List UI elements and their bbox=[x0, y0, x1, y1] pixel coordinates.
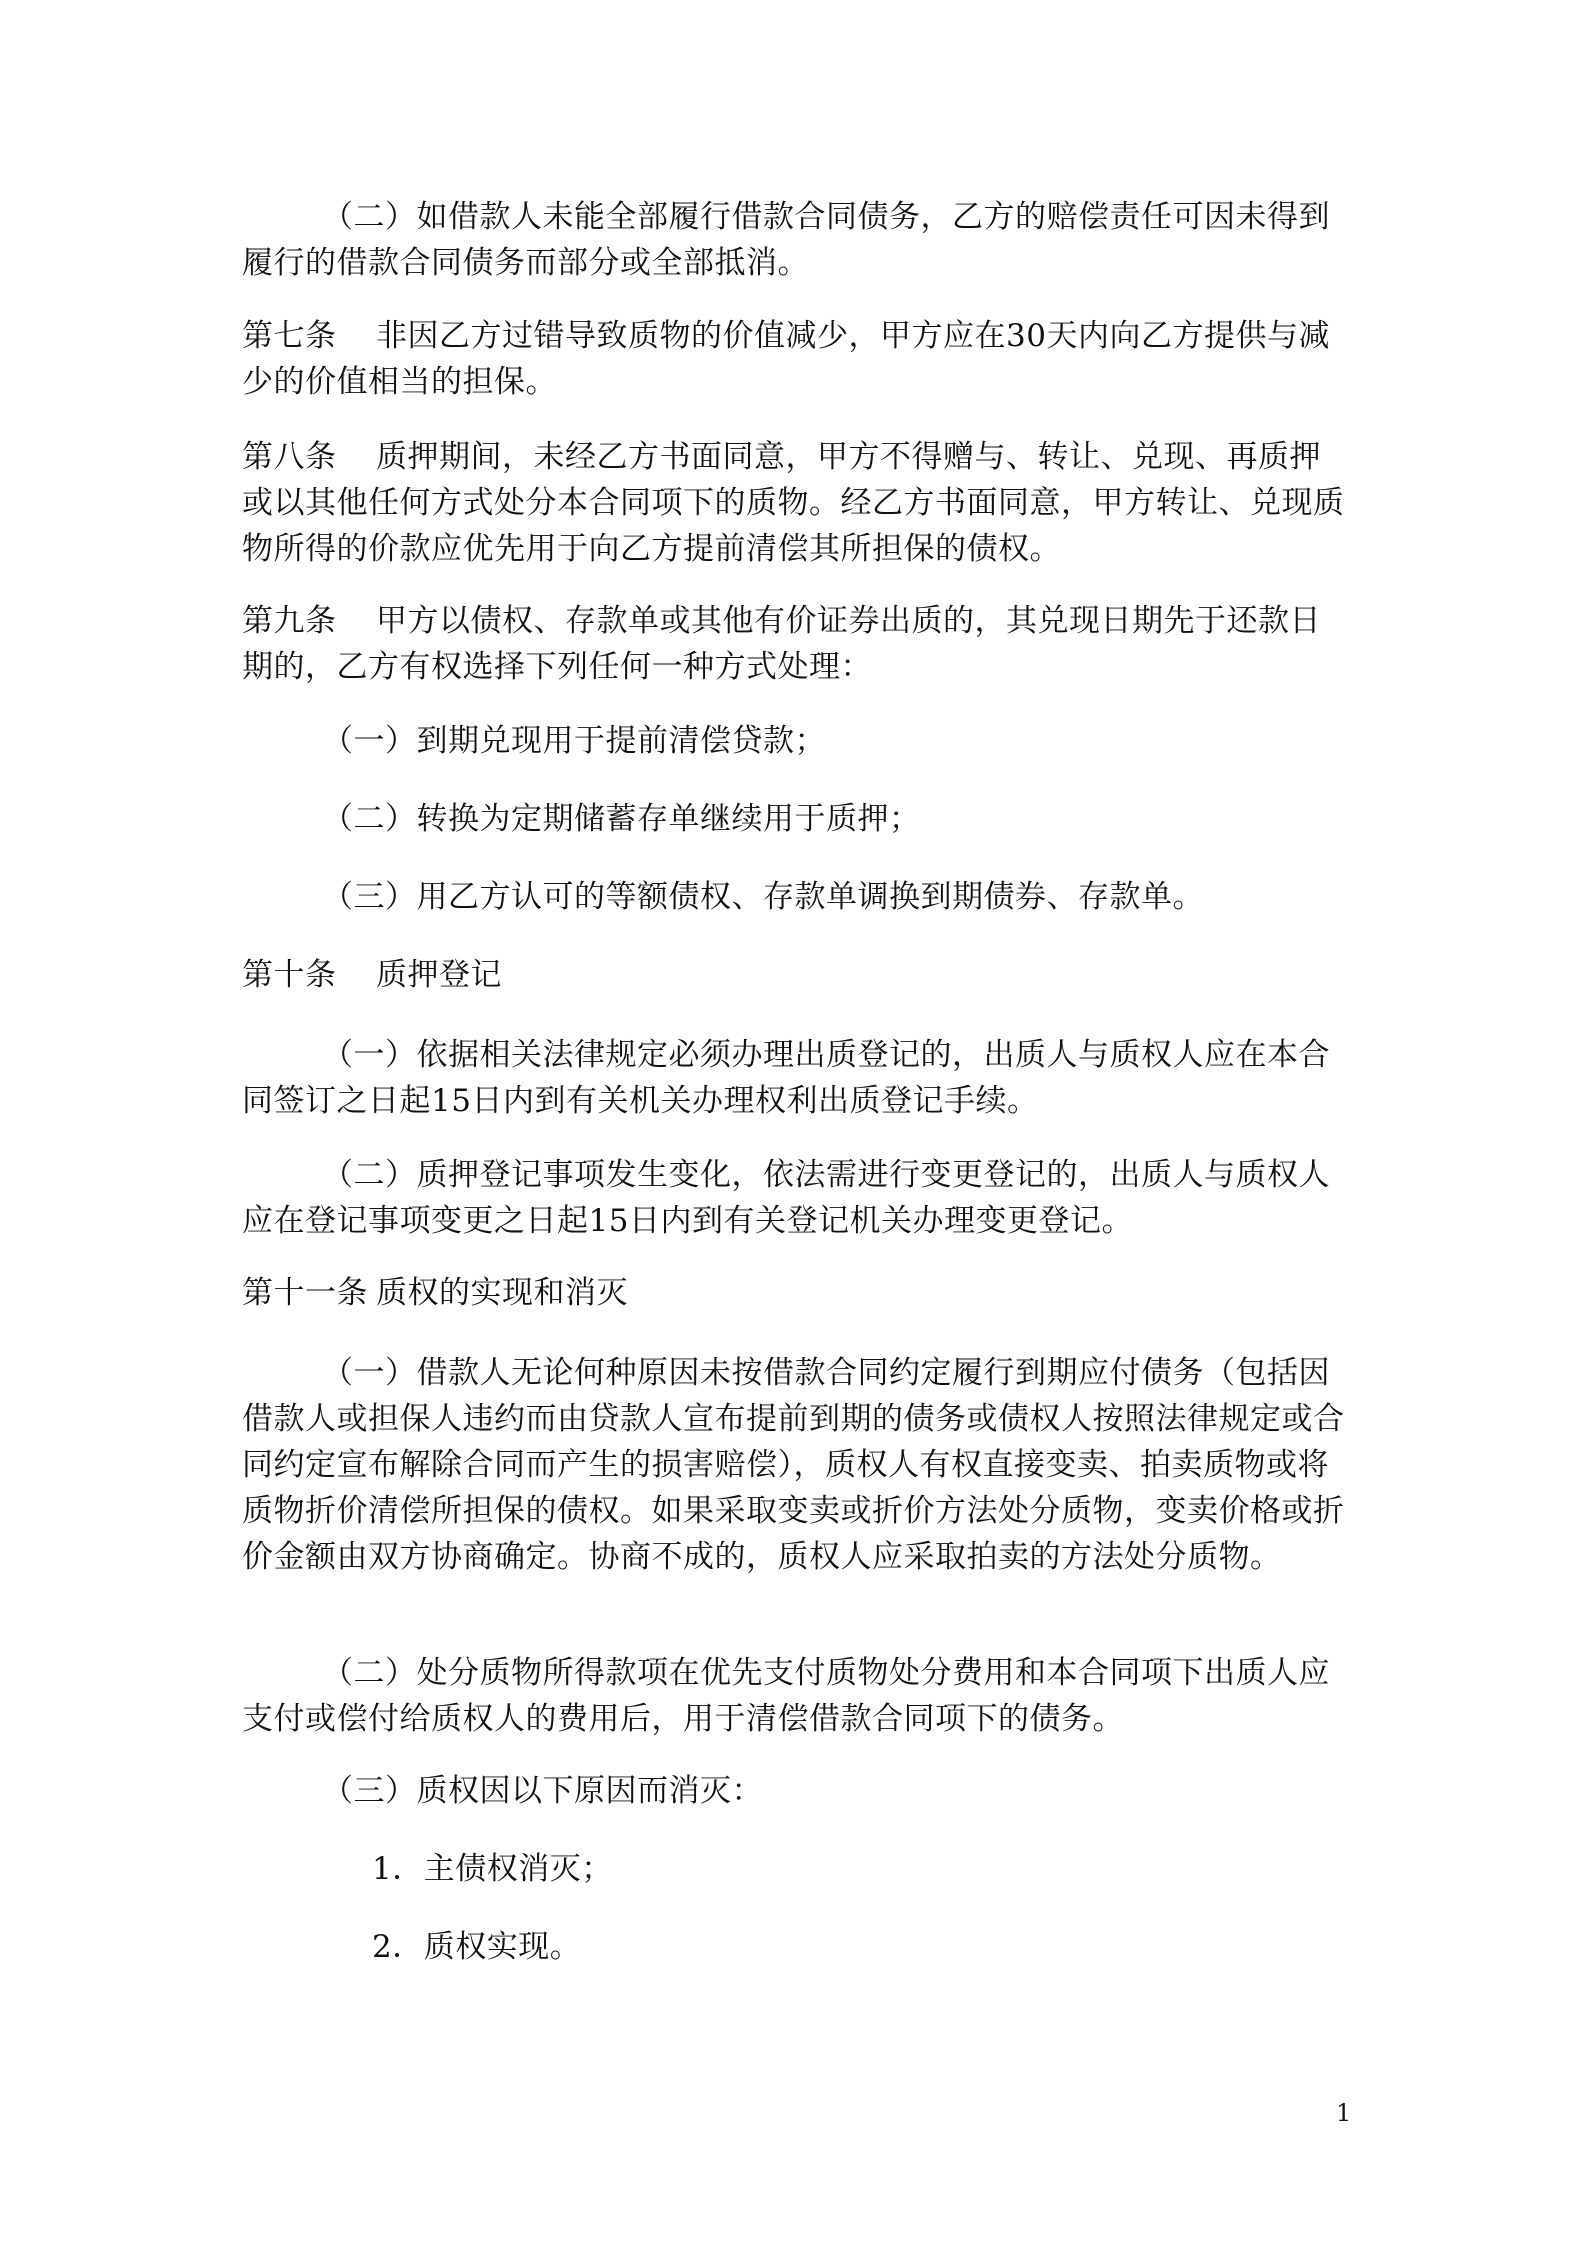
paragraph-2-cont bbox=[242, 194, 1352, 286]
paragraph-text: 非因乙方过错导致质物的价值减少，甲方应在30天内向乙方提供与减少的价值相当的担保。 bbox=[242, 318, 1330, 400]
page-number: 1 bbox=[1336, 2099, 1352, 2127]
paragraph-text: 甲方以债权、存款单或其他有价证券出质的，其兑现日期先于还款日期的，乙方有权选择下列任何一种方式处理： bbox=[242, 603, 1321, 685]
article-9-item-3 bbox=[242, 874, 1352, 920]
article-number: 第九条 bbox=[242, 603, 337, 639]
article-9-item-2 bbox=[242, 796, 1352, 842]
article-8 bbox=[242, 434, 1352, 572]
paragraph-text: （二）处分质物所得款项在优先支付质物处分费用和本合同项下出质人应支付或偿付给质权人的费用后，用于清偿借款合同项下的债务。 bbox=[242, 1655, 1330, 1737]
article-11-subitem-1 bbox=[372, 1846, 1352, 1892]
article-10-item-1 bbox=[242, 1032, 1352, 1124]
article-number: 第十一条 bbox=[242, 1275, 368, 1311]
paragraph-text: （二）质押登记事项发生变化，依法需进行变更登记的，出质人与质权人应在登记事项变更之日起15日内到有关登记机关办理变更登记。 bbox=[242, 1157, 1330, 1239]
paragraph-text: （一）到期兑现用于提前清偿贷款； bbox=[322, 723, 826, 759]
paragraph-text: 质押期间，未经乙方书面同意，甲方不得赠与、转让、兑现、再质押或以其他任何方式处分本合同项下的质物。经乙方书面同意，甲方转让、兑现质物所得的价款应优先用于向乙方提前清偿其所担保的债权。 bbox=[242, 439, 1345, 567]
article-11-subitem-2 bbox=[372, 1924, 1352, 1970]
paragraph-text: （三）用乙方认可的等额债权、存款单调换到期债券、存款单。 bbox=[322, 879, 1204, 915]
article-9-item-1 bbox=[242, 718, 1352, 764]
article-10-item-2 bbox=[242, 1152, 1352, 1244]
paragraph-text: （三）质权因以下原因而消灭： bbox=[322, 1773, 763, 1809]
article-9 bbox=[242, 598, 1352, 690]
article-heading: 质押登记 bbox=[376, 957, 502, 993]
paragraph-text: （二）如借款人未能全部履行借款合同债务，乙方的赔偿责任可因未得到履行的借款合同债务而部分或全部抵消。 bbox=[242, 199, 1330, 281]
paragraph-text: 1．主债权消灭； bbox=[372, 1851, 613, 1887]
article-11-item-2 bbox=[242, 1650, 1352, 1742]
article-11-item-1 bbox=[242, 1350, 1352, 1580]
article-number: 第七条 bbox=[242, 318, 337, 354]
paragraph-text: （一）借款人无论何种原因未按借款合同约定履行到期应付债务（包括因借款人或担保人违约而由贷款人宣布提前到期的债务或债权人按照法律规定或合同约定宣布解除合同而产生的损害赔偿），质权人有权直接变卖、拍卖质物或将质物折价清偿所担保的债权。如果采取变卖或折价方法处分质物，变卖价格或折价金额由双方协商确定。协商不成的，质权人应采取拍卖的方法处分质物。 bbox=[242, 1355, 1345, 1575]
article-7 bbox=[242, 313, 1352, 405]
article-11 bbox=[242, 1270, 1352, 1316]
paragraph-text: （二）转换为定期储蓄存单继续用于质押； bbox=[322, 801, 921, 837]
paragraph-text: （一）依据相关法律规定必须办理出质登记的，出质人与质权人应在本合同签订之日起15日内到有关机关办理权利出质登记手续。 bbox=[242, 1037, 1330, 1119]
article-heading: 质权的实现和消灭 bbox=[376, 1275, 628, 1311]
article-10 bbox=[242, 952, 1352, 998]
article-number: 第八条 bbox=[242, 439, 337, 475]
paragraph-text: 2．质权实现。 bbox=[372, 1929, 582, 1965]
article-number: 第十条 bbox=[242, 957, 337, 993]
article-11-item-3 bbox=[242, 1768, 1352, 1814]
